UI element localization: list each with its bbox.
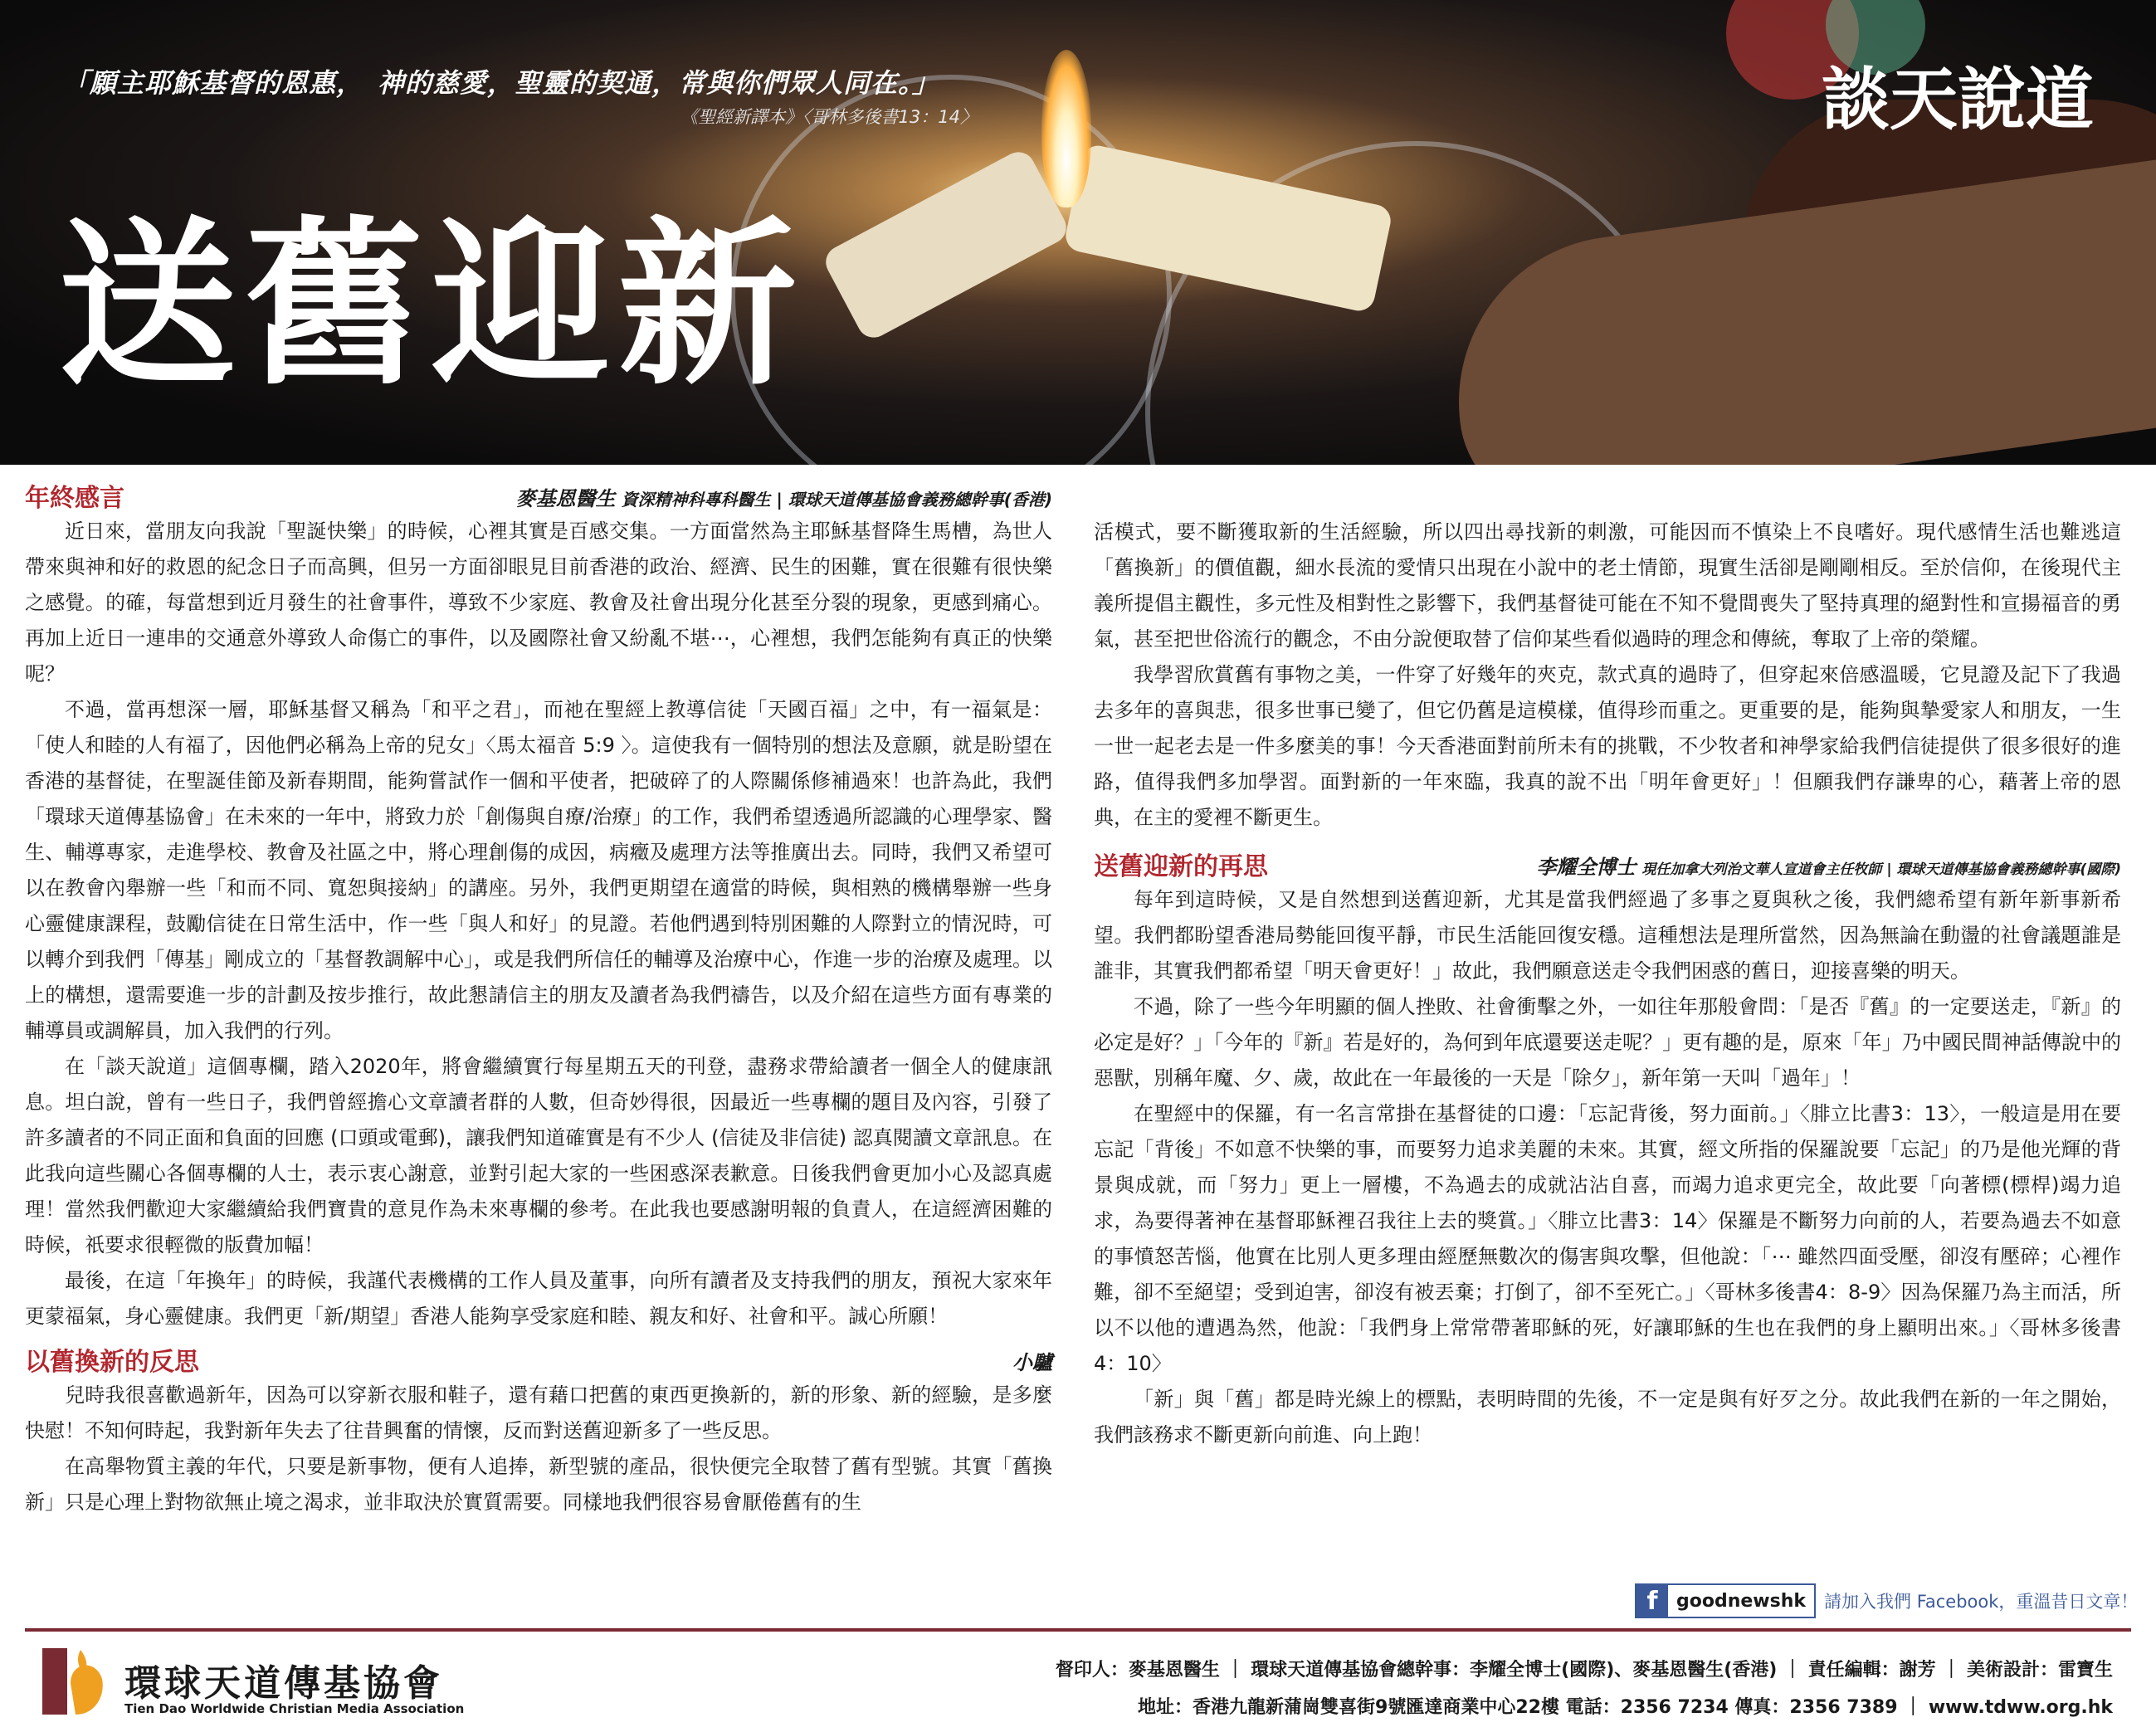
article-paragraph: 在「談天說道」這個專欄，踏入2020年，將會繼續實行每星期五天的刊登，盡務求帶給讀者一個全人的健康訊息。坦白說，曾有一些日子，我們曾經擔心文章讀者群的人數，但奇妙得很，因最近一些專欄的題目及內容，引發了許多讀者的不同正面和負面的回應 (口頭或電郵)，讓我們知道確實是有不少人 (信徒及非信徒) 認真閱讀文章訊息。在此我向這些關心各個專欄的人士，表示衷心謝意，並對引起大家的一些困惑深表歉意。日後我們會更加小心及認真處理！當然我們歡迎大家繼續給我們寶貴的意見作為未來專欄的參考。在此我也要感謝明報的負責人，在這經濟困難的時候，祇要求很輕微的版費加幅！ [25,1055,1052,1256]
article-paragraph: 兒時我很喜歡過新年，因為可以穿新衣服和鞋子，還有藉口把舊的東西更換新的，新的形象、新的經驗，是多麼快慰！不知何時起，我對新年失去了往昔興奮的情懷，反而對送舊迎新多了一些反思。 [25,1383,1052,1442]
facebook-icon: f [1637,1585,1668,1617]
article-paragraph: 在聖經中的保羅，有一名言常掛在基督徒的口邊：「忘記背後，努力面前。」〈腓立比書3：13〉，一般這是用在要忘記「背後」不如意不快樂的事，而要努力追求美麗的未來。其實，經文所指的保羅說要「忘記」的乃是他光輝的背景與成就，而「努力」更上一層樓，不為過去的成就沾沾自喜，而竭力追求更完全，故此要「向著標(標桿)竭力追求，為要得著神在基督耶穌裡召我往上去的獎賞。」〈腓立比書3：14〉保羅是不斷努力向前的人，若要為過去不如意的事憤怒苦惱，他實在比別人更多理由經歷無數次的傷害與攻擊，但他說：「⋯ 雖然四面受壓，卻沒有壓碎；心裡作難，卻不至絕望；受到迫害，卻沒有被丟棄；打倒了，卻不至死亡。」〈哥林多後書4：8-9〉因為保羅乃為主而活，所以不以他的遭遇為然，他說：「我們身上常常帶著耶穌的死，好讓耶穌的生也在我們的身上顯明出來。」〈哥林多後書4：10〉 [1094,1102,2121,1375]
page-title: 送舊迎新 [58,201,805,409]
credits-line: 督印人：麥基恩醫生 ｜ 環球天道傳基協會總幹事：李耀全博士(國際)、麥基恩醫生(香港) ｜ 責任編輯：謝芳 ｜ 美術設計：雷寶生 [1055,1660,2113,1681]
author-role: 現任加拿大列治文華人宣道會主任牧師 | 環球天道傳基協會義務總幹事(國際) [1641,861,2121,878]
author-name: 李耀全博士 [1536,856,1637,879]
section-title: 送舊迎新的再思 [1094,852,1268,881]
section-title: 以舊換新的反思 [25,1348,199,1377]
section-header [1094,846,2121,882]
article-paragraph: 「新」與「舊」都是時光線上的標點，表明時間的先後，不一定是與有好歹之分。故此我們在新的一年之開始，我們該務求不斷更新向前進、向上跑！ [1094,1388,2121,1447]
facebook-invite-text: 請加入我們 Facebook，重溫昔日文章！ [1824,1592,2139,1612]
article-paragraph: 不過，當再想深一層，耶穌基督又稱為「和平之君」，而祂在聖經上教導信徒「天國百福」之中，有一福氣是：「使人和睦的人有福了，因他們必稱為上帝的兒女」〈馬太福音 5:9 〉。這使我有一個特別的想法及意願，就是盼望在香港的基督徒，在聖誕佳節及新春期間，能夠嘗試作一個和平使者，把破碎了的人際關係修補過來！也許為此，我們「環球天道傳基協會」在未來的一年中，將致力於「創傷與自療/治療」的工作，我們希望透過所認識的心理學家、醫生、輔導專家，走進學校、教會及社區之中，將心理創傷的成因，病癥及處理方法等推廣出去。同時，我們又希望可以在教會內舉辦一些「和而不同、寬恕與接納」的講座。另外，我們更期望在適當的時候，與相熟的機構舉辦一些身心靈健康課程，鼓勵信徒在日常生活中，作一些「與人和好」的見證。若他們遇到特別困難的人際對立的情況時，可以轉介到我們「傳基」剛成立的「基督教調解中心」，或是我們所信任的輔導及治療中心，作進一步的治療及處理。以上的構想，還需要進一步的計劃及按步推行，故此懇請信主的朋友及讀者為我們禱告，以及介紹在這些方面有專業的輔導員或調解員，加入我們的行列。 [25,698,1052,1042]
section-title: 年終感言 [25,484,124,513]
article-paragraph: 在高舉物質主義的年代，只要是新事物，便有人追捧，新型號的產品，很快便完全取替了舊有型號。其實「舊換新」只是心理上對物欲無止境之渴求，並非取決於實質需要。同樣地我們很容易會厭倦舊有的生 [25,1455,1052,1514]
article-paragraph: 每年到這時候，又是自然想到送舊迎新，尤其是當我們經過了多事之夏與秋之後，我們總希望有新年新事新希望。我們都盼望香港局勢能回復平靜，市民生活能回復安穩。這種想法是理所當然，因為無論在動盪的社會議題誰是誰非，其實我們都希望「明天會更好！」故此，我們願意送走令我們困惑的舊日，迎接喜樂的明天。 [1094,888,2121,983]
footer-credits [1056,1651,2113,1726]
candle-flame [1041,50,1091,207]
column-logo: 談天說道 [1822,60,2095,139]
article-paragraph: 我學習欣賞舊有事物之美，一件穿了好幾年的夾克，款式真的過時了，但穿起來倍感溫暖，它見證及記下了我過去多年的喜與悲，很多世事已變了，但它仍舊是這模樣，值得珍而重之。更重要的是，能夠與摯愛家人和朋友，一生一世一起老去是一件多麼美的事！今天香港面對前所未有的挑戰，不少牧者和神學家給我們信徒提供了很多很好的進路，值得我們多加學習。面對新的一年來臨，我真的說不出「明年會更好」！但願我們存謙卑的心，藉著上帝的恩典，在主的愛裡不斷更生。 [1094,663,2121,829]
facebook-handle[interactable]: goodnewshk [1676,1590,1807,1612]
article-paragraph: 活模式，要不斷獲取新的生活經驗，所以四出尋找新的刺激，可能因而不慎染上不良嗜好。現代感情生活也難逃這「舊換新」的價值觀，細水長流的愛情只出現在小說中的老土情節，現實生活卻是剛剛相反。至於信仰，在後現代主義所提倡主觀性，多元性及相對性之影響下，我們基督徒可能在不知不覺間喪失了堅持真理的絕對性和宣揚福音的勇氣，甚至把世俗流行的觀念，不由分說便取替了信仰某些看似過時的理念和傳統，奪取了上帝的榮耀。 [1094,520,2121,651]
left-column [25,477,1052,1520]
article-paragraph: 不過，除了一些今年明顯的個人挫敗、社會衝擊之外，一如往年那般會問：「是否『舊』的一定要送走，『新』的必定是好？」「今年的『新』若是好的，為何到年底還要送走呢？」更有趣的是，原來「年」乃中國民間神話傳說中的惡獸，別稱年魔、夕、歲，故此在一年最後的一天是「除夕」，新年第一天叫「過年」！ [1094,995,2121,1090]
section-author [516,482,1052,511]
author-name: 麥基恩醫生 [515,487,616,510]
section-header [25,1341,1052,1378]
section-header [25,477,1052,514]
header-verse: 「願主耶穌基督的恩惠， 神的慈愛，聖靈的契通，常與你們眾人同在。」 [62,67,940,99]
author-role: 資深精神科專科醫生 | 環球天道傳基協會義務總幹事(香港) [621,490,1052,510]
facebook-promo[interactable] [1635,1583,2138,1618]
author-name: 小驢 [1012,1351,1052,1374]
article-paragraph: 最後，在這「年換年」的時候，我謹代表機構的工作人員及董事，向所有讀者及支持我們的朋友，預祝大家來年更蒙福氣，身心靈健康。我們更「新/期望」香港人能夠享受家庭和睦、親友和好、社會和平。誠心所願！ [25,1269,1052,1328]
org-name-chinese: 環球天道傳基協會 [124,1662,443,1705]
org-name-english: Tien Dao Worldwide Christian Media Association [124,1701,465,1716]
right-column [1094,515,2121,1453]
org-logo-icon [37,1642,108,1720]
facebook-badge[interactable] [1635,1583,1816,1618]
footer-divider [25,1628,2131,1632]
address-line: 地址：香港九龍新蒲崗雙喜街9號匯達商業中心22樓 電話：2356 7234 傳真：2356 7389 ｜ www.tdww.org.hk [1138,1697,2113,1718]
header-banner [0,0,2156,465]
header-verse-reference: 《聖經新譯本》〈哥林多後書13：14〉 [680,107,978,127]
section-author [1536,851,2121,880]
article-paragraph: 近日來，當朋友向我說「聖誕快樂」的時候，心裡其實是百感交集。一方面當然為主耶穌基督降生馬槽，為世人帶來與神和好的救恩的紀念日子而高興，但另一方面卻眼見目前香港的政治、經濟、民生的困難，實在很難有很快樂之感覺。的確，每當想到近月發生的社會事件，導致不少家庭、教會及社會出現分化甚至分裂的現象，更感到痛心。再加上近日一連串的交通意外導致人命傷亡的事件，以及國際社會又紛亂不堪⋯，心裡想，我們怎能夠有真正的快樂呢？ [25,520,1052,685]
section-author [1012,1346,1052,1375]
